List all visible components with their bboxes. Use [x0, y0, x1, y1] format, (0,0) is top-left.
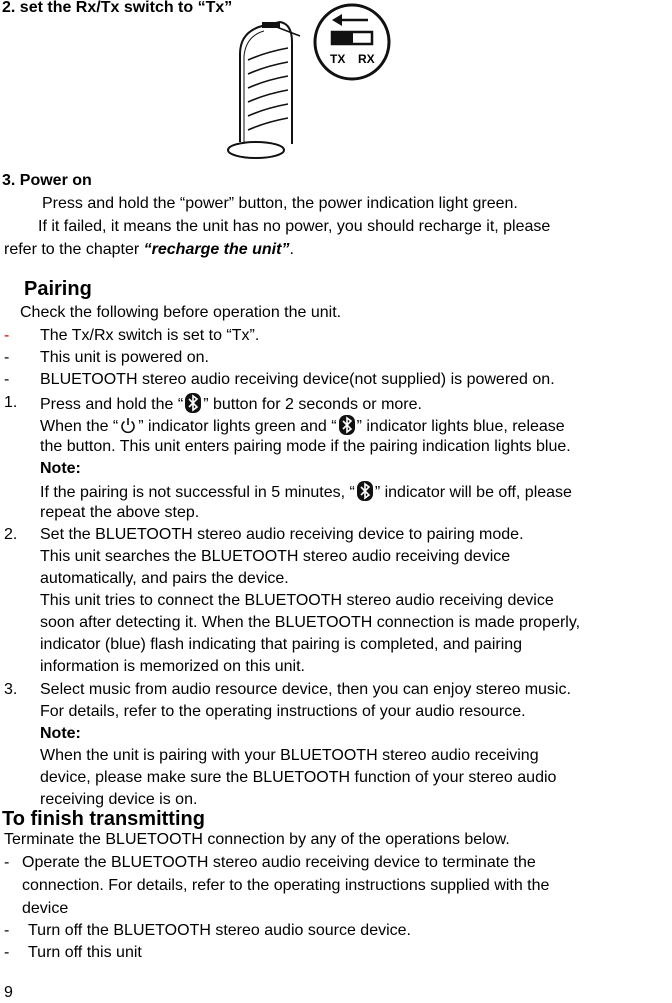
step1-line4: If the pairing is not successful in 5 minutes, “ ” indicator will be off, please — [40, 481, 572, 503]
finish-item: Turn off this unit — [28, 944, 142, 961]
step2-line: Set the BLUETOOTH stereo audio receiving device to pairing mode. — [40, 526, 524, 543]
step3-heading: 3. Power on — [2, 172, 92, 189]
pairing-title: Pairing — [24, 278, 92, 300]
check-item: This unit is powered on. — [40, 349, 209, 366]
step2-heading: 2. set the Rx/Tx switch to “Tx” — [2, 0, 233, 16]
step1-line1: Press and hold the “ ” button for 2 seconds or more. — [40, 393, 422, 415]
bluetooth-icon — [339, 415, 355, 435]
step2-line: This unit tries to connect the BLUETOOTH stereo audio receiving device — [40, 592, 554, 609]
step2-line: automatically, and pairs the device. — [40, 570, 289, 587]
finish-bullet: - — [4, 922, 10, 939]
step1-number: 1. — [4, 394, 18, 411]
step3p-line1: Select music from audio resource device, then you can enjoy stereo music. — [40, 681, 571, 698]
check-bullet: - — [4, 349, 10, 366]
step2-line: information is memorized on this unit. — [40, 658, 305, 675]
finish-intro: Terminate the BLUETOOTH connection by any of the operations below. — [4, 831, 510, 848]
check-bullet: - — [4, 327, 10, 344]
step3p-note-line: device, please make sure the BLUETOOTH function of your stereo audio — [40, 769, 557, 786]
power-icon — [120, 417, 136, 435]
finish-bullet: - — [4, 854, 10, 871]
check-item: The Tx/Rx switch is set to “Tx”. — [40, 327, 260, 344]
finish-item-line: Operate the BLUETOOTH stereo audio receiving device to terminate the — [22, 854, 536, 871]
finish-bullet: - — [4, 944, 10, 961]
device-illustration — [222, 2, 397, 167]
step2-line: indicator (blue) flash indicating that pairing is completed, and pairing — [40, 636, 523, 653]
step3-line2: If it failed, it means the unit has no power, you should recharge it, please — [38, 218, 551, 235]
step2-number: 2. — [4, 526, 18, 543]
check-bullet: - — [4, 371, 10, 388]
rx-label: RX — [358, 52, 375, 66]
step1-line3: the button. This unit enters pairing mode if the pairing indication lights blue. — [40, 438, 571, 455]
check-item: BLUETOOTH stereo audio receiving device(not supplied) is powered on. — [40, 371, 555, 388]
step2-line: soon after detecting it. When the BLUETOOTH connection is made properly, — [40, 614, 581, 631]
finish-item-line: connection. For details, refer to the operating instructions supplied with the — [22, 877, 550, 894]
chapter-reference: “recharge the unit” — [143, 241, 290, 258]
step3-line1: Press and hold the “power” button, the power indication light green. — [42, 195, 518, 212]
step1-line5: repeat the above step. — [40, 504, 200, 521]
page-number: 9 — [4, 984, 13, 1001]
step3p-number: 3. — [4, 681, 18, 698]
finish-item: Turn off the BLUETOOTH stereo audio source device. — [28, 922, 411, 939]
step3p-note-label: Note: — [40, 725, 81, 742]
finish-title: To finish transmitting — [2, 808, 205, 830]
bluetooth-icon — [357, 481, 373, 501]
step3p-note-line: receiving device is on. — [40, 791, 198, 808]
step3-line3: refer to the chapter “recharge the unit”. — [4, 241, 294, 258]
step2-line: This unit searches the BLUETOOTH stereo audio receiving device — [40, 548, 511, 565]
step3p-line2: For details, refer to the operating instructions of your audio resource. — [40, 703, 526, 720]
finish-item-line: device — [22, 900, 69, 917]
pairing-intro: Check the following before operation the unit. — [20, 304, 342, 321]
step1-line2: When the “ ” indicator lights green and “ ” indicator lights blue, release — [40, 415, 565, 437]
step3p-note-line: When the unit is pairing with your BLUETOOTH stereo audio receiving — [40, 747, 539, 764]
tx-label: TX — [330, 52, 346, 66]
step1-note-label: Note: — [40, 460, 81, 477]
bluetooth-icon — [185, 393, 201, 413]
